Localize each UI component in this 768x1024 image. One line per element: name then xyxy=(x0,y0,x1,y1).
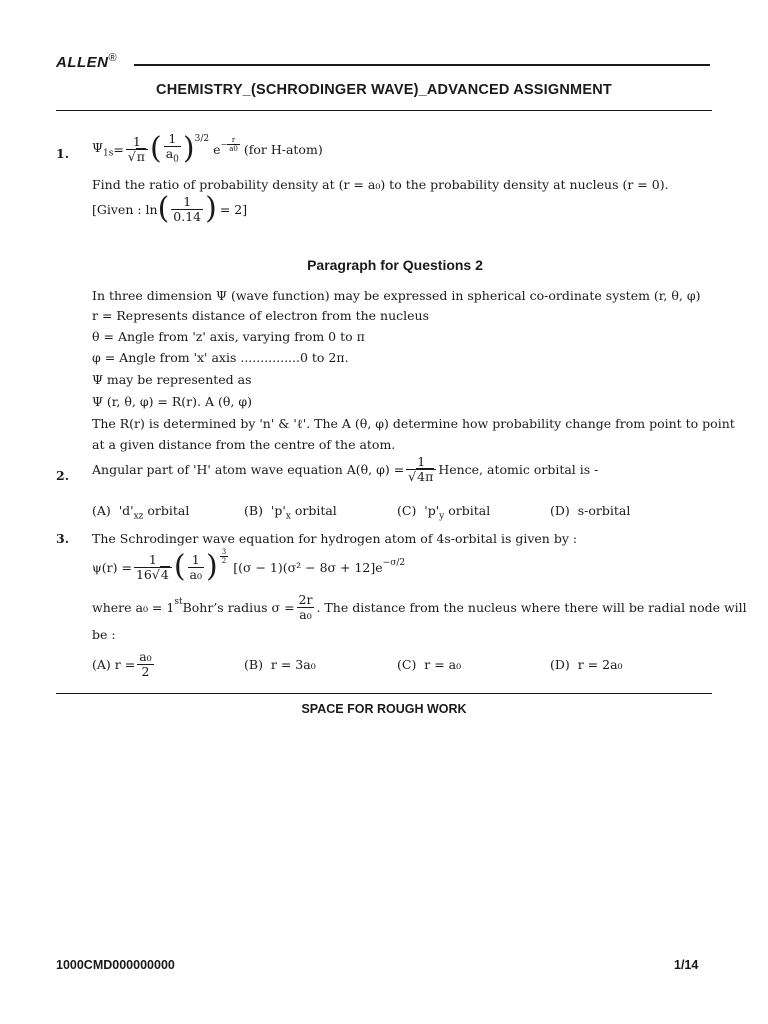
question-3-option-d[interactable]: (D) r = 2a₀ xyxy=(550,657,623,672)
fraction-1-over-16-root4: $\frac{1}{16√4}$ xyxy=(134,553,172,582)
fraction-1-over-0-14: $\frac{1}{0.14}$ xyxy=(173,193,202,224)
document-code: 1000CMD000000000 xyxy=(56,958,175,972)
question-1-equation: $\Psi_{1s}$ = $\frac{1}{√\pi}$ ( $\frac{1}{a_0}$ ) $^{3/2}$ e − $\frac{r}{a0}$ (for H-atom) xyxy=(92,131,323,167)
page-title: CHEMISTRY_(SCHRODINGER WAVE)_ADVANCED ASSIGNMENT xyxy=(156,82,612,98)
question-2-option-a[interactable]: (A) '$d'_{xz}$ orbital xyxy=(92,503,190,522)
rough-work-heading: SPACE FOR ROUGH WORK xyxy=(301,702,467,716)
registered-mark: ® xyxy=(108,52,118,64)
fraction-1-over-root-pi: $\frac{1}{√\pi}$ xyxy=(126,135,148,164)
paragraph-title: Paragraph for Questions 2 xyxy=(307,257,483,273)
brand-logo xyxy=(56,52,117,71)
question-3-option-b[interactable]: (B) r = 3a₀ xyxy=(244,657,316,672)
fraction-1-over-a0: $\frac{1}{a_0}$ xyxy=(165,131,179,165)
question-2-number: 2. xyxy=(56,468,70,483)
question-2-text: Angular part of 'H' atom wave equation A(θ, φ) = $\frac{1}{√4\pi}$ Hence, atomic orbital is - xyxy=(92,454,599,484)
paragraph-line: Ψ may be represented as xyxy=(92,372,252,387)
question-2-option-d[interactable]: (D) s-orbital xyxy=(550,503,631,518)
fraction-a0-over-2: $\frac{\text{a₀}}{2}$ xyxy=(139,649,152,679)
power-3-over-2: $\frac{3}{2}$ xyxy=(221,548,227,565)
question-1-text: Find the ratio of probability density at (r = a₀) to the probability density at nucleus (r = 0). xyxy=(92,177,669,192)
question-3-option-a[interactable]: (A) r = $\frac{\text{a₀}}{2}$ xyxy=(92,649,152,679)
question-3-equation: ψ(r) = $\frac{1}{16√4}$ ( $\frac{1}{\text{a₀}}$ ) $\frac{3}{2}$ [(σ − 1)(σ² − 8σ + 12]e $^{-\sigma/2}$ xyxy=(92,548,406,584)
question-3-be: be : xyxy=(92,627,116,642)
question-3-text: The Schrodinger wave equation for hydrogen atom of 4s-orbital is given by : xyxy=(92,531,578,546)
header-rule-thick xyxy=(134,64,710,66)
header-rule xyxy=(56,110,712,111)
question-2-option-b[interactable]: (B) '$p'_x$ orbital xyxy=(244,503,337,522)
paragraph-line: θ = Angle from 'z' axis, varying from 0 to π xyxy=(92,329,365,344)
question-1-given: [Given : ln ( $\frac{1}{0.14}$ ) = 2] xyxy=(92,191,248,226)
paragraph-line: r = Represents distance of electron from the nucleus xyxy=(92,308,429,323)
fraction-1-over-root-4pi: $\frac{1}{√4\pi}$ xyxy=(406,455,436,484)
page-number: 1/14 xyxy=(674,958,699,972)
exponent: − $\frac{r}{a0}$ xyxy=(220,136,238,153)
paragraph-line: In three dimension Ψ (wave function) may be expressed in spherical co-ordinate system (r, θ, φ) xyxy=(92,288,701,303)
psi-symbol: $\Psi_{1s}$ xyxy=(92,140,114,159)
question-3-option-c[interactable]: (C) r = a₀ xyxy=(397,657,462,672)
question-1-number: 1. xyxy=(56,146,70,161)
rough-work-rule xyxy=(56,693,712,694)
question-3-where: where a₀ = 1 $^{st}$ Bohr’s radius σ = $\frac{2r}{\text{a₀}}$ . The distance from the nucleus where there will be radial node will xyxy=(92,592,747,622)
question-3-number: 3. xyxy=(56,531,70,546)
fraction-1-over-a0: $\frac{1}{\text{a₀}}$ xyxy=(189,551,202,582)
question-2-option-c[interactable]: (C) '$p'_y$ orbital xyxy=(397,503,491,522)
paragraph-line: Ψ (r, θ, φ) = R(r). A (θ, φ) xyxy=(92,394,252,409)
brand-name: ALLEN xyxy=(56,54,109,71)
fraction-2r-over-a0: $\frac{2r}{\text{a₀}}$ xyxy=(298,592,313,622)
paragraph-line: at a given distance from the centre of the atom. xyxy=(92,437,396,452)
paragraph-line: φ = Angle from 'x' axis ...............0 to 2π. xyxy=(92,350,349,365)
paragraph-line: The R(r) is determined by 'n' & 'ℓ'. The A (θ, φ) determine how probability change from point to point xyxy=(92,416,735,431)
